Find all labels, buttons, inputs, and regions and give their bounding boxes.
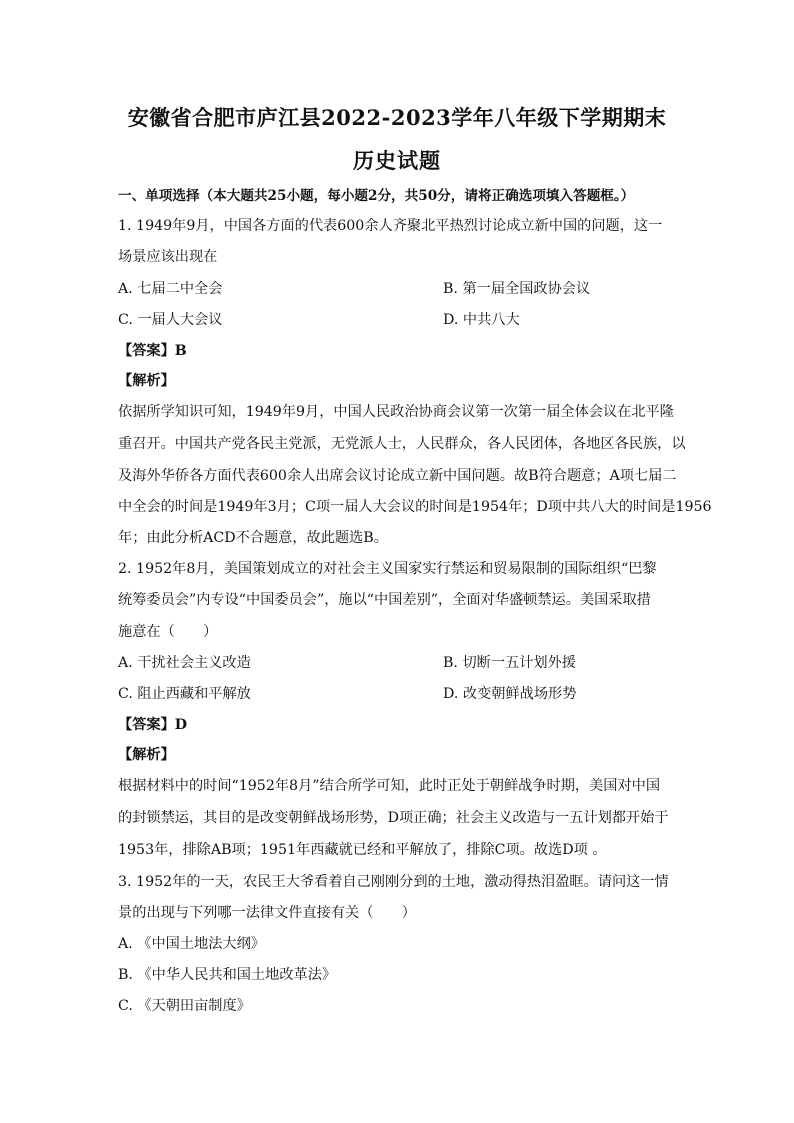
q2-analysis-line: 1953年，排除AB项；1951年西藏就已经和平解放了，排除C项。故选D项 。 [118, 842, 607, 858]
q1-option-a: A. 七届二中全会 [118, 281, 223, 297]
q2-analysis-line: 的封锁禁运，其目的是改变朝鲜战场形势，D项正确；社会主义改造与一五计划都开始于 [118, 810, 669, 826]
q2-analysis-label: 【解析】 [118, 747, 175, 763]
q2-analysis-line: 根据材料中的时间“1952年8月”结合所学可知，此时正处于朝鲜战争时期，美国对中国 [118, 778, 661, 794]
q2-answer: 【答案】D [118, 717, 188, 733]
document-title: 安徽省合肥市庐江县2022-2023学年八年级下学期期末 [127, 105, 667, 130]
q1-answer: 【答案】B [118, 343, 187, 359]
q3-option-a: A. 《中国土地法大纲》 [118, 936, 265, 952]
q1-analysis-line: 中全会的时间是1949年3月；C项一届人大会议的时间是1954年；D项中共八大的时间是1956 [118, 499, 712, 515]
q3-option-c: C. 《天朝田亩制度》 [118, 998, 251, 1014]
q1-option-d: D. 中共八大 [443, 312, 520, 328]
q1-option-b: B. 第一届全国政协会议 [443, 281, 591, 297]
q1-analysis-line: 依据所学知识可知，1949年9月，中国人民政治协商会议第一次第一届全体会议在北平隆 [118, 404, 674, 420]
q3-stem-line: 景的出现与下列哪一法律文件直接有关（ ） [118, 905, 416, 921]
q2-stem-line: 施意在（ ） [118, 624, 218, 640]
q1-analysis-label: 【解析】 [118, 373, 175, 389]
q1-stem-line: 场景应该出现在 [118, 249, 218, 265]
q1-option-c: C. 一届人大会议 [118, 312, 223, 328]
q3-stem-line: 3. 1952年的一天，农民王大爷看着自己刚刚分到的土地，激动得热泪盈眶。请问这一情 [118, 874, 669, 890]
q2-stem-line: 2. 1952年8月，美国策划成立的对社会主义国家实行禁运和贸易限制的国际组织“巴黎 [118, 561, 657, 577]
q1-analysis-line: 年；由此分析ACD不合题意，故此题选B。 [118, 530, 388, 546]
q3-option-b: B. 《中华人民共和国土地改革法》 [118, 967, 337, 983]
document-subtitle: 历史试题 [353, 148, 441, 173]
q2-option-d: D. 改变朝鲜战场形势 [443, 686, 577, 702]
q2-option-b: B. 切断一五计划外援 [443, 655, 576, 671]
q2-option-c: C. 阻止西藏和平解放 [118, 686, 251, 702]
q2-stem-line: 统筹委员会”内专设“中国委员会”，施以“中国差别”，全面对华盛顿禁运。美国采取措 [118, 592, 651, 608]
q1-analysis-line: 重召开。中国共产党各民主党派，无党派人士，人民群众，各人民团体，各地区各民族，以 [118, 436, 686, 452]
q1-analysis-line: 及海外华侨各方面代表600余人出席会议讨论成立新中国问题。故B符合题意；A项七届二 [118, 468, 677, 484]
q1-stem-line: 1. 1949年9月，中国各方面的代表600余人齐聚北平热烈讨论成立新中国的问题，这一 [118, 218, 663, 234]
section-heading: 一、单项选择（本大题共25小题，每小题2分，共50分，请将正确选项填入答题框。） [118, 188, 635, 204]
q2-option-a: A. 干扰社会主义改造 [118, 655, 251, 671]
